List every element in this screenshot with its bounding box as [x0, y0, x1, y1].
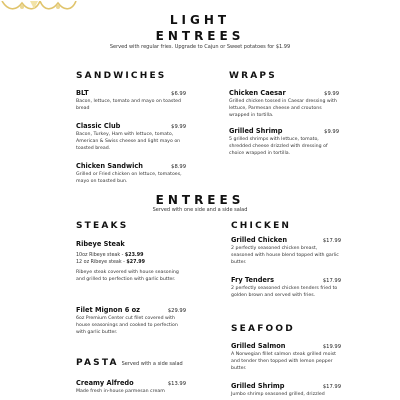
item-price: $9.99 [171, 124, 186, 130]
menu-item-chicken-caesar [229, 89, 339, 119]
entrees-heading: ENTREES [155, 193, 245, 207]
item-description: Made fresh in-house parmesan cream [76, 389, 165, 394]
item-name: Chicken Sandwich [76, 162, 143, 170]
ribeye-option-10oz: 10oz Ribeye steak - $23.99 [76, 253, 144, 258]
item-price: $17.99 [322, 238, 341, 244]
menu-item-ribeye-steak [76, 240, 186, 283]
menu-item-classic-club [76, 122, 186, 152]
item-name: Classic Club [76, 122, 121, 130]
item-name: Grilled Shrimp [231, 382, 285, 390]
item-description: Grilled chicken tossed in Caesar dressing with lettuce, Parmesan cheese and croutons wrapped in tortilla. [229, 99, 337, 118]
menu-item-blt [76, 89, 186, 112]
item-price: $17.99 [322, 384, 341, 390]
item-name: Filet Mignon 6 oz [76, 306, 140, 314]
light-entrees-heading: ENTREES [155, 29, 245, 43]
chicken-heading: CHICKEN [231, 221, 292, 231]
wraps-heading: WRAPS [229, 71, 277, 81]
item-name: Creamy Alfredo [76, 379, 134, 387]
menu-item-creamy-alfredo [76, 379, 186, 395]
menu-item-grilled-shrimp-seafood [231, 382, 341, 398]
item-price: $8.99 [171, 164, 186, 170]
item-description: Ribeye steak covered with house seasoning and grilled to perfection with garlic butter. [76, 270, 179, 282]
menu-item-filet-mignon [76, 306, 186, 336]
sandwiches-heading: SANDWICHES [76, 71, 167, 81]
pasta-heading [76, 358, 183, 368]
item-name: Grilled Chicken [231, 236, 288, 244]
light-entrees-subtitle: Served with regular fries. Upgrade to Cajun or Sweet potatoes for $1.99 [109, 44, 291, 50]
menu-item-grilled-salmon [231, 342, 341, 372]
item-price: $19.99 [322, 344, 341, 350]
item-price: $6.99 [171, 91, 186, 97]
menu-item-grilled-shrimp-wrap [229, 127, 339, 157]
item-description: Bacon, lettuce, tomato and mayo on toasted bread [76, 99, 182, 111]
item-price: $9.99 [324, 129, 339, 135]
menu-item-grilled-chicken [231, 236, 341, 266]
item-description: 2 perfectly seasoned chicken tenders fried to golden brown and served with fries. [231, 286, 338, 298]
item-price: $29.99 [167, 308, 186, 314]
entrees-subtitle: Served with one side and a side salad [152, 207, 248, 213]
steaks-heading: STEAKS [76, 221, 129, 231]
pasta-title: PASTA [76, 358, 119, 368]
item-description: Bacon, Turkey, Ham with lettuce, tomato, American & Swiss cheese and light mayo on toasted bread. [76, 132, 181, 151]
menu-item-fry-tenders [231, 276, 341, 299]
item-description: Jumbo shrimp seasoned grilled, drizzled [231, 392, 325, 397]
gold-ornament-logo [0, 0, 78, 14]
seafood-heading: SEAFOOD [231, 324, 295, 334]
item-price: $9.99 [324, 91, 339, 97]
item-name: BLT [76, 89, 89, 97]
item-description: 2 perfectly seasoned chicken breast, seasoned with house blend topped with garlic butter. [231, 246, 339, 265]
light-heading: LIGHT [169, 13, 231, 27]
item-description: A Norwegian fillet salmon steak grilled moist and tender then topped with lemon pepper butter. [231, 352, 337, 371]
item-price: $17.99 [322, 278, 341, 284]
item-name: Ribeye Steak [76, 240, 125, 248]
item-name: Grilled Salmon [231, 342, 286, 350]
item-description: Grilled or Fried chicken on lettuce, tomatoes, mayo on toasted bun. [76, 172, 182, 184]
ribeye-option-12oz: 12 oz Ribeye steak - $27.99 [76, 260, 145, 265]
item-name: Chicken Caesar [229, 89, 286, 97]
pasta-note: Served with a side salad [121, 361, 183, 367]
item-description: 6oz Premium Center cut filet covered with house seasonings and cooked to perfection with garlic butter. [76, 316, 178, 335]
item-description: 5 grilled shrimps with lettuce, tomato, shredded cheese drizzled with dressing of choice wrapped in tortilla. [229, 137, 328, 156]
item-name: Grilled Shrimp [229, 127, 283, 135]
item-name: Fry Tenders [231, 276, 275, 284]
menu-item-chicken-sandwich [76, 162, 186, 185]
item-price: $13.99 [167, 381, 186, 387]
